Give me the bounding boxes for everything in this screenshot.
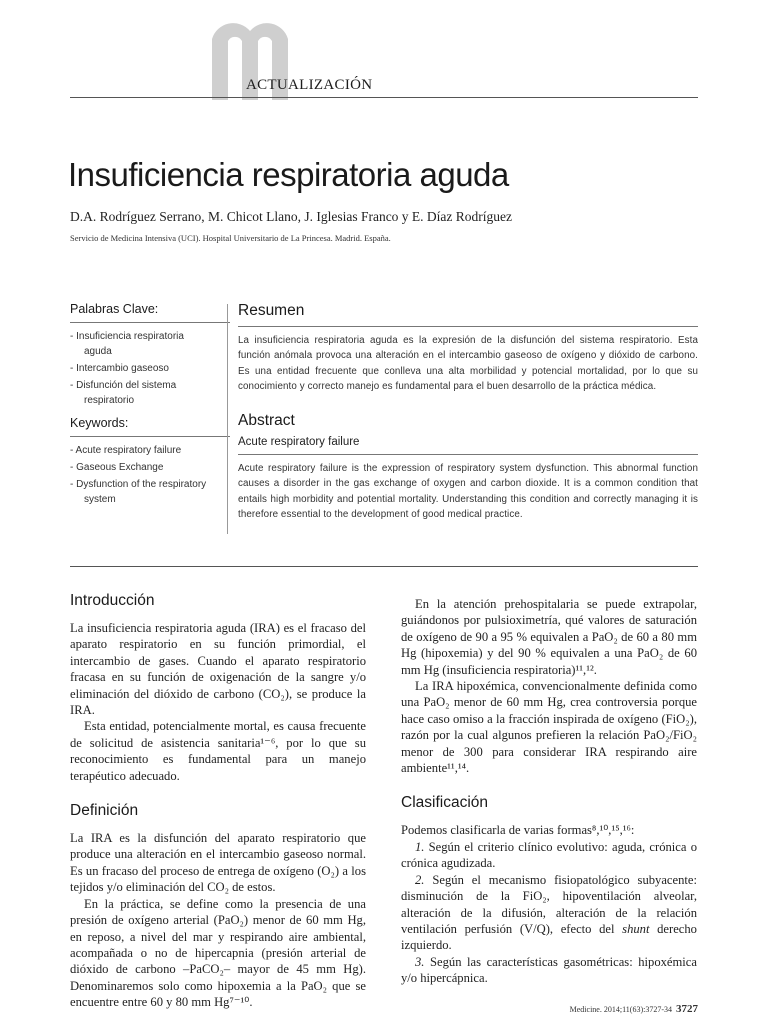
article-title: Insuficiencia respiratoria aguda [68, 156, 509, 193]
column-divider [227, 304, 228, 534]
clasificacion-item: 1. Según el criterio clínico evolutivo: aguda, crónica o crónica agudizada. [401, 839, 697, 871]
right-paragraph: En la atención prehospitalaria se puede extrapolar, guiándonos por pulsioximetría, qué valores de saturación de oxígeno de 90 a 95 % equivalen a PaO₂ de 60 a 80 mm Hg (hipoxemia) y del 90 % equivalen a una PaO₂ de 60 mm Hg (insuficiencia respiratoria)¹¹,¹². [401, 597, 697, 677]
clasificacion-heading: Clasificación [401, 794, 489, 812]
intro-paragraph: La insuficiencia respiratoria aguda (IRA) es el fracaso del aparato respiratorio en su función primordial, el intercambio de gases. Cuando el aparato respiratorio fracasa en su función de oxigenación de la sangre y/o eliminación del dióxido de carbono (CO₂), se produce la IRA. [70, 621, 366, 718]
keywords-en-rule [70, 436, 230, 437]
keywords-sidebar [70, 302, 230, 515]
keyword-en-item: - Gaseous Exchange [70, 462, 164, 473]
intro-paragraph: Esta entidad, potencialmente mortal, es causa frecuente de solicitud de asistencia sanitaria¹⁻⁶, por lo que su reconocimiento es fundamental para un manejo terapéutico adecuado. [70, 719, 366, 783]
keywords-en-heading: Keywords: [70, 416, 129, 430]
clasificacion-item: 2. Según el mecanismo fisiopatológico subyacente: disminución de la FiO₂, hipoventilación alveolar, alteración de la difusión, alteración de la relación ventilación perfusión (V/Q), efecto del shunt derecho izquierdo. [401, 872, 697, 953]
article-affiliation: Servicio de Medicina Intensiva (UCI). Hospital Universitario de La Princesa. Madrid. España. [70, 233, 391, 243]
article-authors: D.A. Rodríguez Serrano, M. Chicot Llano, J. Iglesias Franco y E. Díaz Rodríguez [70, 209, 513, 224]
clasificacion-item: 3. Según las características gasométricas: hipoxémica y/o hipercápnica. [401, 954, 697, 986]
abstract-rule [238, 454, 698, 455]
resumen-heading: Resumen [238, 302, 305, 319]
definicion-heading: Definición [70, 802, 139, 820]
footer-citation: Medicine. 2014;11(63):3727-34 [569, 1005, 672, 1014]
intro-heading: Introducción [70, 592, 155, 609]
header-rule [70, 97, 698, 98]
abstract-block [238, 302, 698, 522]
abstract-text: Acute respiratory failure is the expression of respiratory system dysfunction. This abnormal function causes a disorder in the gas exchange of oxygen and carbon dioxide. It is a common condition that entails high morbidity and potential mortality. Understanding this condition and correctly managing it is therefore essential to the development of good medical practice. [238, 463, 698, 521]
keywords-es-heading: Palabras Clave: [70, 302, 159, 316]
clasificacion-list [401, 839, 697, 987]
page-footer [570, 1003, 698, 1015]
definicion-paragraph: En la práctica, se define como la presencia de una presión de oxígeno arterial (PaO₂) menor de 60 mm Hg, en reposo, a nivel del mar y respirando aire ambiental, acompañada o no de hipercapnia (presión arterial de dióxido de carbono –PaCO₂– mayor de 45 mm Hg). Denominaremos solo como hipoxemia a la PaO₂ que se encuentre entre 60 y 80 mm Hg⁷⁻¹⁰. [70, 896, 366, 1010]
body-rule [70, 566, 698, 567]
keywords-en-list [70, 443, 230, 507]
resumen-text: La insuficiencia respiratoria aguda es la expresión de la disfunción del sistema respiratorio. Esta función anómala provoca una alteración en el intercambio gaseoso de oxígeno y dióxido de carbono. Es una entidad frecuente que conlleva una alta morbilidad y potencial mortalidad, por lo que su conocimiento y correcto manejo es fundamental para el buen desarrollo de la práctica médica. [238, 335, 698, 392]
keyword-es-item: - Intercambio gaseoso [70, 363, 169, 374]
keyword-en-item: - Dysfunction of the respiratory system [70, 479, 207, 505]
keywords-es-list [70, 329, 230, 408]
page-number: 3727 [676, 1003, 698, 1015]
body-right-column [401, 596, 697, 987]
section-label: ACTUALIZACIÓN [246, 77, 373, 93]
definicion-paragraph: La IRA es la disfunción del aparato respiratorio que produce una alteración en el intercambio gaseoso normal. Es un fracaso del proceso de entrega de oxígeno (O₂) a los tejidos y/o eliminación del CO₂ de estos. [70, 831, 366, 895]
resumen-rule [238, 326, 698, 327]
right-paragraph: La IRA hipoxémica, convencionalmente definida como una PaO₂ menor de 60 mm Hg, crea controversia porque hace caso omiso a la fracción inspirada de oxígeno (FiO₂), razón por la cual algunos prefieren la relación PaO₂/FiO₂ menor de 300 para considerar IRA respirando aire ambiente¹¹,¹⁴. [401, 679, 697, 776]
abstract-heading: Abstract [238, 412, 295, 430]
keyword-en-item: - Acute respiratory failure [70, 445, 182, 456]
abstract-subheading: Acute respiratory failure [238, 436, 360, 449]
clasificacion-intro: Podemos clasificarla de varias formas⁸,¹⁰,¹⁵,¹⁶: [401, 823, 635, 838]
keywords-es-rule [70, 322, 230, 323]
keyword-es-item: - Disfunción del sistema respiratorio [70, 380, 177, 406]
keyword-es-item: - Insuficiencia respiratoria aguda [70, 331, 184, 357]
body-left-column [70, 592, 366, 1011]
